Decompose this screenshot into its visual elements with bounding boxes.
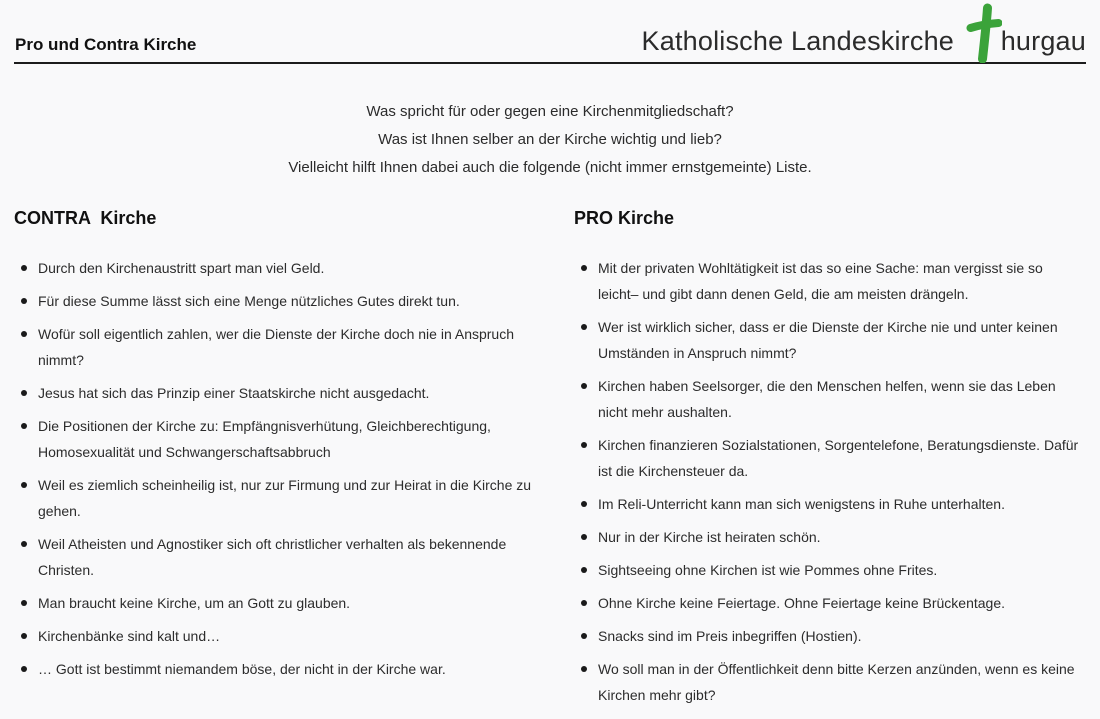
intro-line: Was spricht für oder gegen eine Kirchenmitgliedschaft? [366,103,734,120]
list-item: Wo soll man in der Öffentlichkeit denn bitte Kerzen anzünden, wenn es keine Kirchen mehr gibt? [574,656,1086,708]
list-item: Snacks sind im Preis inbegriffen (Hostien). [574,623,1086,649]
list-item: Jesus hat sich das Prinzip einer Staatskirche nicht ausgedacht. [14,380,548,406]
logo-text-suffix: hurgau [1000,26,1086,56]
list-item: Die Positionen der Kirche zu: Empfängnisverhütung, Gleichberechtigung, Homosexualität und Schwangerschaftsabbruch [14,413,548,465]
bullet-icon [14,380,38,406]
bullet-icon [14,413,38,465]
pro-heading: PRO Kirche [574,208,675,228]
list-item: Im Reli-Unterricht kann man sich wenigstens in Ruhe unterhalten. [574,491,1086,517]
list-item: Für diese Summe lässt sich eine Menge nützliches Gutes direkt tun. [14,288,548,314]
organization-logo [642,3,1086,62]
contra-heading: CONTRA Kirche [14,208,157,228]
list-item: Wer ist wirklich sicher, dass er die Dienste der Kirche nie und unter keinen Umständen in Anspruch nimmt? [574,314,1086,366]
bullet-icon [14,472,38,524]
bullet-icon [14,531,38,583]
list-item: Man braucht keine Kirche, um an Gott zu glauben. [14,590,548,616]
bullet-icon [574,373,598,425]
intro-paragraph [14,98,1086,182]
list-item: Wofür soll eigentlich zahlen, wer die Dienste der Kirche doch nie in Anspruch nimmt? [14,321,548,373]
pro-list [574,255,1086,708]
list-item: Nur in der Kirche ist heiraten schön. [574,524,1086,550]
intro-line: Vielleicht hilft Ihnen dabei auch die folgende (nicht immer ernstgemeinte) Liste. [288,159,812,176]
bullet-icon [14,321,38,373]
logo-text-main: Katholische Landeskirche [641,26,962,56]
bullet-icon [574,432,598,484]
bullet-icon [574,314,598,366]
page-title: Pro und Contra Kirche [15,35,197,54]
bullet-icon [574,590,598,616]
pro-column [574,208,1086,715]
page-header [14,0,1086,64]
list-item: Weil Atheisten und Agnostiker sich oft christlicher verhalten als bekennende Christen. [14,531,548,583]
list-item: Kirchen haben Seelsorger, die den Menschen helfen, wenn sie das Leben nicht mehr aushalten. [574,373,1086,425]
bullet-icon [574,557,598,583]
bullet-icon [14,255,38,281]
bullet-icon [14,288,38,314]
list-item: Kirchenbänke sind kalt und… [14,623,548,649]
columns [14,208,1086,715]
list-item: Weil es ziemlich scheinheilig ist, nur zur Firmung und zur Heirat in die Kirche zu gehen. [14,472,548,524]
contra-list [14,255,548,682]
bullet-icon [574,491,598,517]
green-cross-icon [966,3,1002,63]
list-item: Sightseeing ohne Kirchen ist wie Pommes ohne Frites. [574,557,1086,583]
intro-line: Was ist Ihnen selber an der Kirche wichtig und lieb? [378,131,722,148]
bullet-icon [574,524,598,550]
list-item: Kirchen finanzieren Sozialstationen, Sorgentelefone, Beratungsdienste. Dafür ist die Kirchensteuer da. [574,432,1086,484]
bullet-icon [574,656,598,708]
list-item: Durch den Kirchenaustritt spart man viel Geld. [14,255,548,281]
contra-column [14,208,548,715]
bullet-icon [14,656,38,682]
list-item: … Gott ist bestimmt niemandem böse, der nicht in der Kirche war. [14,656,548,682]
bullet-icon [574,255,598,307]
bullet-icon [14,590,38,616]
bullet-icon [14,623,38,649]
list-item: Mit der privaten Wohltätigkeit ist das so eine Sache: man vergisst sie so leicht– und gibt dann denen Geld, die am meisten drängeln. [574,255,1086,307]
list-item: Ohne Kirche keine Feiertage. Ohne Feiertage keine Brückentage. [574,590,1086,616]
bullet-icon [574,623,598,649]
